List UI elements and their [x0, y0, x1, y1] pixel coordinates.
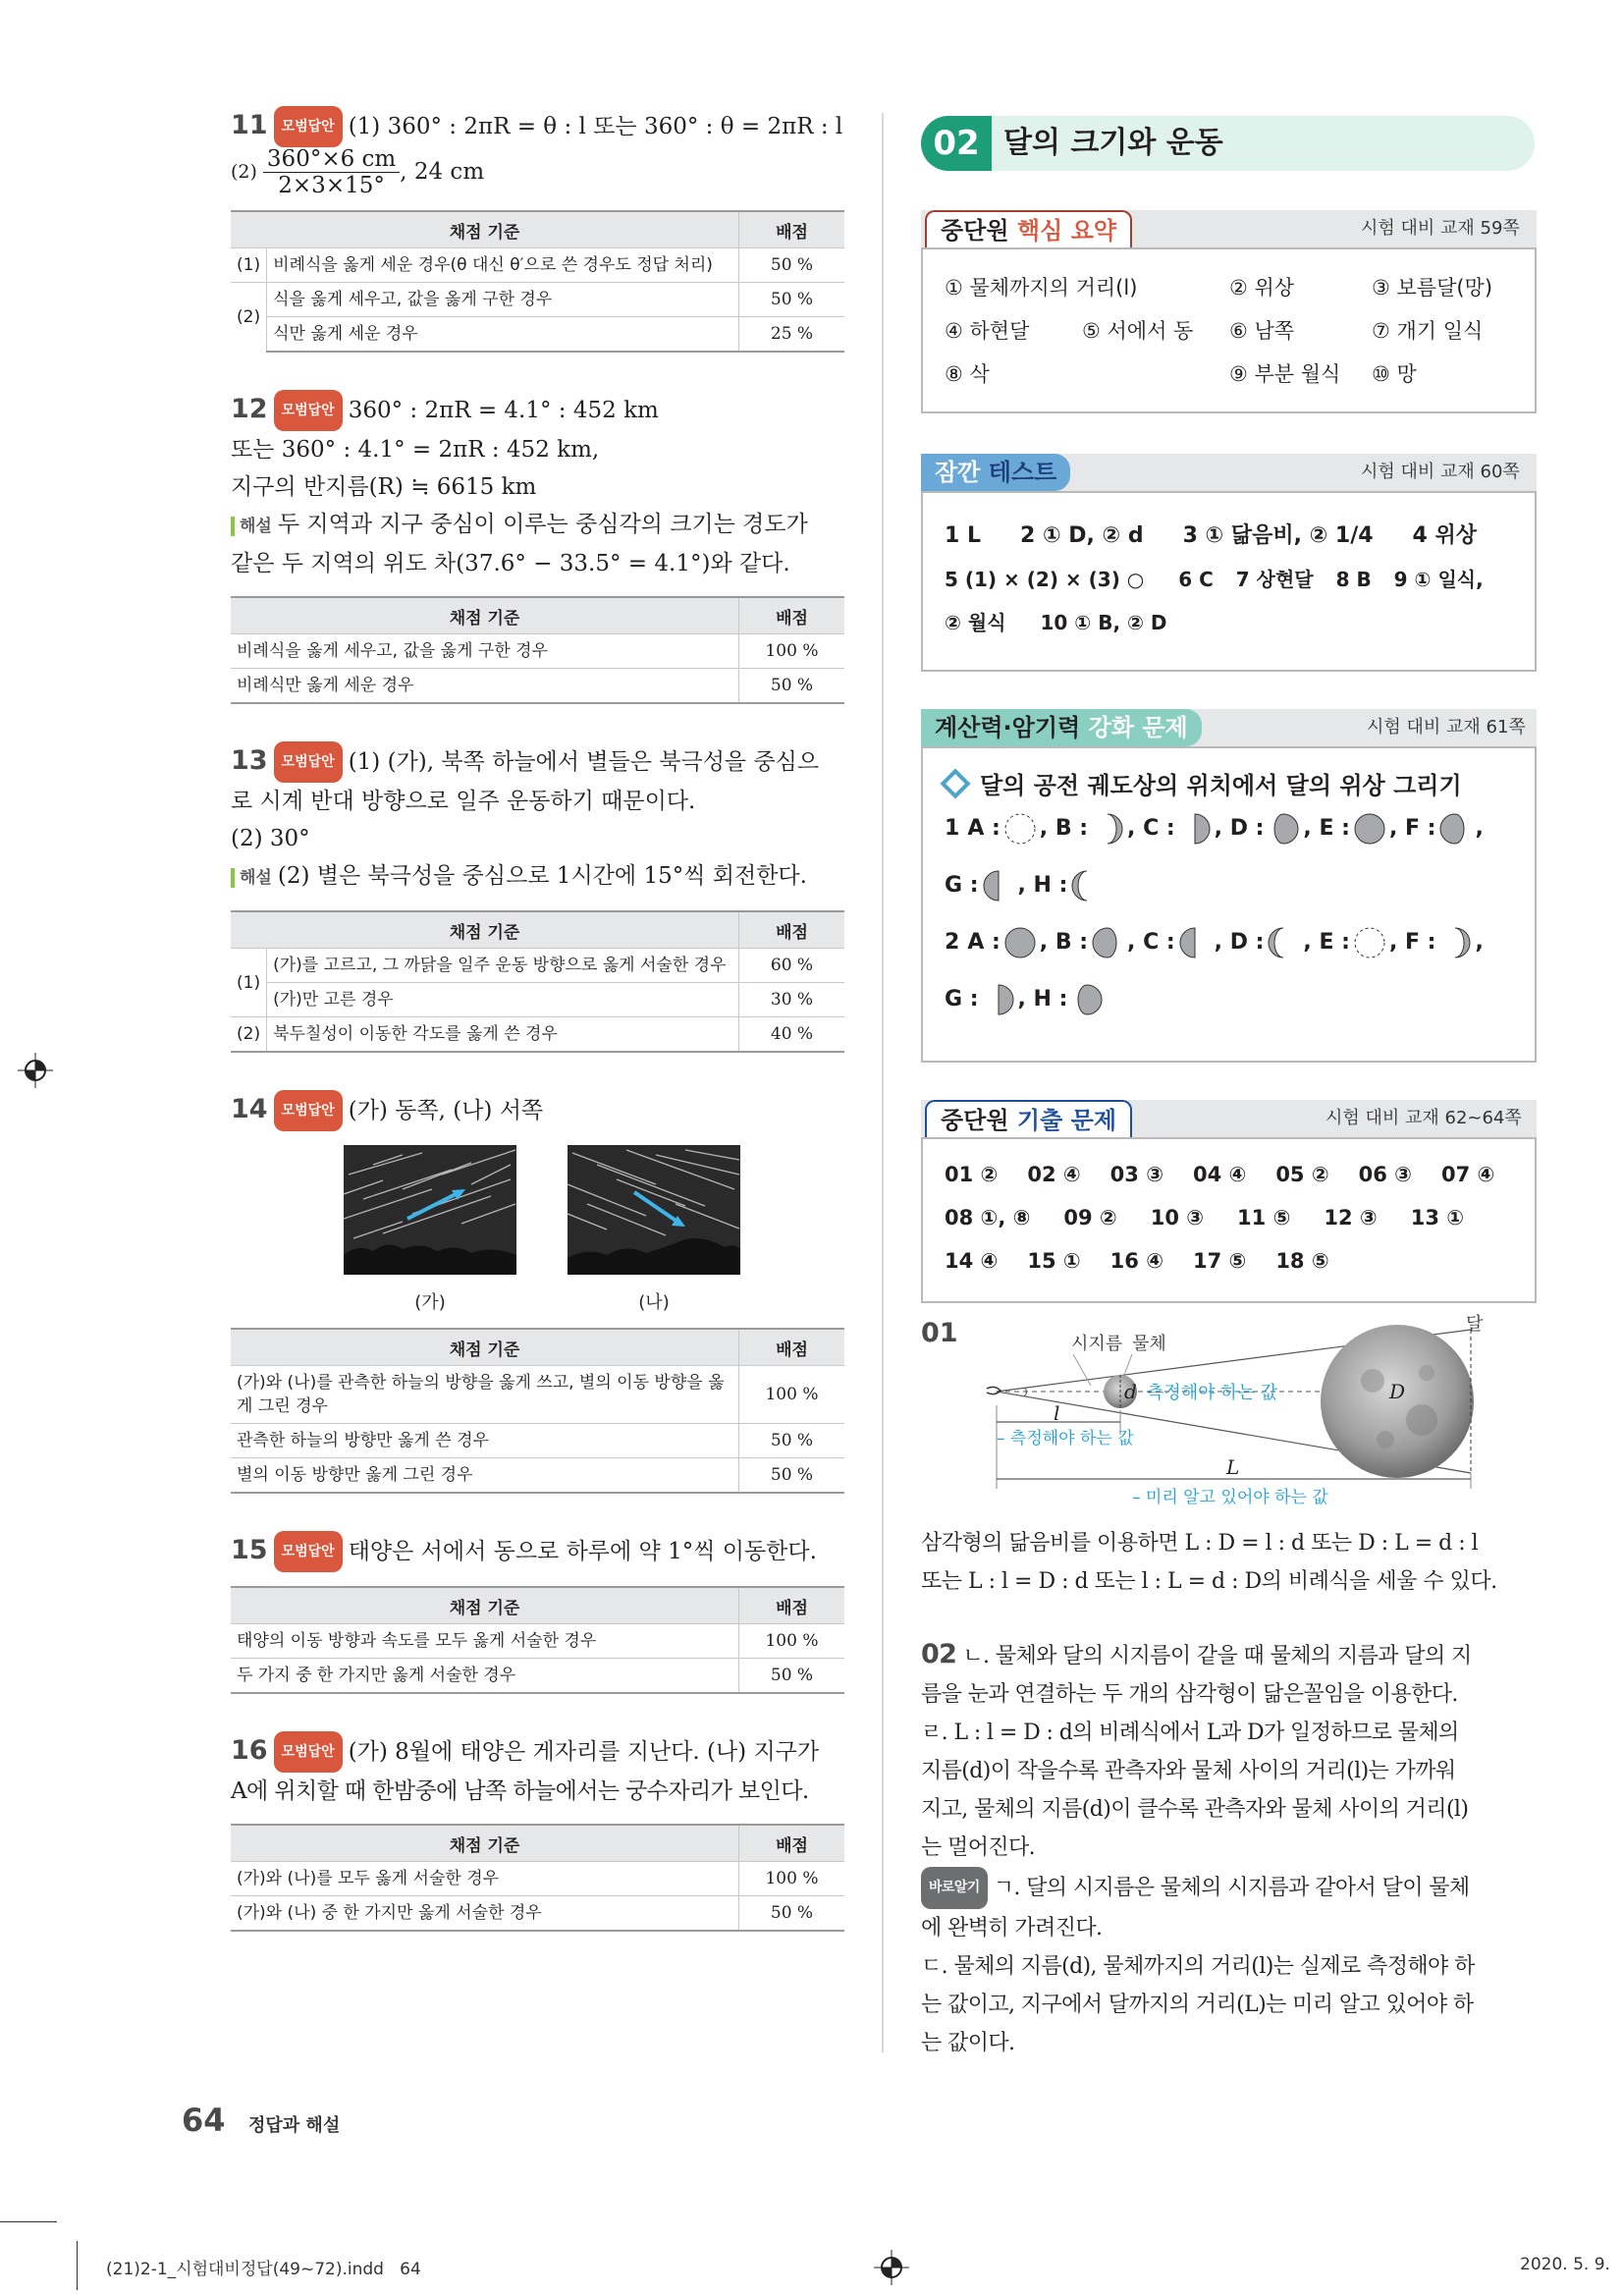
table-header: 채점 기준 — [231, 1587, 739, 1624]
list-item: ⑦ 개기 일식 — [1372, 319, 1484, 343]
answer-item: 14 ④ — [945, 1249, 999, 1273]
answer-item: 05 ② — [1275, 1163, 1329, 1186]
phase-label: , C : — [1127, 816, 1175, 841]
registration-mark-icon — [874, 2250, 909, 2285]
list-item — [945, 312, 1229, 350]
model-answer-badge: 모범답안 — [274, 1090, 343, 1131]
section-number: 02 — [921, 116, 992, 171]
table-cell: 식만 옳게 세운 경우 — [267, 317, 739, 353]
past-exam-tab — [925, 1100, 1132, 1139]
moon-phase-icon — [1438, 812, 1472, 846]
table-cell: 100 % — [739, 634, 845, 669]
moon-phase-icon — [1070, 983, 1104, 1016]
summary-box — [921, 247, 1537, 413]
table-header: 채점 기준 — [231, 1329, 739, 1366]
q02-text: ㄷ. 물체의 지름(d), 물체까지의 거리(l)는 실제로 측정해야 하 — [921, 1954, 1475, 1979]
answer-item: 13 ① — [1410, 1206, 1465, 1230]
explanation-text: (2) 별은 북극성을 중심으로 1시간에 15°씩 회전한다. — [277, 863, 807, 889]
left-column — [231, 106, 844, 1932]
answer-line: (가) 동쪽, (나) 서쪽 — [348, 1098, 544, 1123]
crop-mark — [0, 2221, 57, 2222]
answer-line: 또는 360° : 4.1° = 2πR : 452 km, — [231, 437, 600, 463]
d-label: d — [1124, 1380, 1137, 1403]
table-cell: (가)와 (나)를 모두 옳게 서술한 경우 — [231, 1862, 739, 1896]
phase-label: A : — [967, 930, 1001, 955]
answer-row — [923, 1196, 1535, 1239]
tab-label: 계산력·암기력 — [935, 714, 1081, 741]
answer-item: 08 ①, ⑧ — [945, 1206, 1031, 1230]
answer-item: 18 ⑤ — [1275, 1249, 1329, 1273]
phase-label: , C : — [1127, 930, 1175, 955]
phase-label: , — [1475, 930, 1484, 955]
answer-item: 09 ② — [1063, 1206, 1117, 1230]
table-cell: 식을 옳게 세우고, 값을 옳게 구한 경우 — [267, 283, 739, 317]
answer-item: 15 ① — [1027, 1249, 1081, 1273]
table-cell: (가)를 고르고, 그 까닭을 일주 운동 방향으로 옳게 서술한 경우 — [267, 949, 739, 983]
answer-label: (2) — [231, 161, 257, 183]
table-cell: 50 % — [739, 669, 845, 704]
table-header: 채점 기준 — [231, 211, 739, 248]
star-trail-figures — [344, 1145, 844, 1314]
tab-label-accent: 강화 문제 — [1088, 714, 1188, 741]
answer-item: 8 B — [1335, 568, 1372, 591]
fraction-denominator: 2×3×15° — [278, 172, 385, 198]
page-number: 64 — [182, 2102, 226, 2139]
past-exam-answers — [923, 1139, 1535, 1283]
explanation-label: 해설 — [231, 517, 272, 536]
answer-line: (가) 8월에 태양은 게자리를 지난다. (나) 지구가 — [348, 1739, 820, 1765]
table-cell: 관측한 하늘의 방향만 옳게 쓴 경우 — [231, 1424, 739, 1458]
phase-label: , H : — [1017, 873, 1068, 898]
table-cell: (2) — [231, 1017, 267, 1053]
answer-item: 1 L — [945, 523, 981, 548]
phase-label: , H : — [1017, 987, 1068, 1011]
moon-phase-set-1 — [923, 800, 1535, 914]
table-header: 채점 기준 — [231, 1825, 739, 1862]
question-11 — [231, 106, 844, 353]
answer-row — [923, 601, 1535, 644]
table-cell: 50 % — [739, 283, 845, 317]
phase-label: A : — [967, 816, 1001, 841]
moon-phase-icon — [1178, 812, 1212, 846]
answer-line: (1) (가), 북쪽 하늘에서 별들은 북극성을 중심으 — [348, 749, 820, 775]
answer-row — [923, 1239, 1535, 1283]
table-cell: 별의 이동 방향만 옳게 그린 경우 — [231, 1458, 739, 1494]
diamond-icon — [940, 768, 970, 798]
table-cell: 50 % — [739, 1458, 845, 1494]
tab-label: 중단원 — [941, 217, 1009, 245]
answer-item: 01 ② — [945, 1163, 999, 1186]
answer-line: A에 위치할 때 한밤중에 남쪽 하늘에서는 궁수자리가 보인다. — [231, 1778, 809, 1804]
answer-item: 2 ① D, ② d — [1020, 523, 1144, 548]
figure-caption: (나) — [638, 1292, 670, 1313]
quick-test-tab — [921, 454, 1070, 491]
q02-text: 지고, 물체의 지름(d)이 클수록 관측자와 물체 사이의 거리(l) — [921, 1797, 1469, 1822]
moon-phase-icon — [1178, 926, 1212, 959]
correction-badge: 바로알기 — [921, 1867, 988, 1909]
question-13 — [231, 741, 844, 1053]
question-number: 13 — [231, 745, 268, 776]
moon-phase-icon — [1353, 926, 1386, 959]
model-answer-badge: 모범답안 — [274, 390, 343, 431]
answer-row — [923, 515, 1535, 558]
answer-item: 04 ④ — [1192, 1163, 1247, 1186]
answer-item: 03 ③ — [1109, 1163, 1163, 1186]
fraction — [263, 146, 400, 198]
reference-page: 시험 대비 교재 62~64쪽 — [1325, 1108, 1522, 1128]
question-number: 15 — [231, 1535, 268, 1565]
q02-text: 는 값이다. — [921, 2031, 1015, 2055]
tab-label-accent: 테스트 — [988, 459, 1057, 486]
table-cell: 50 % — [739, 1896, 845, 1932]
set-number: 1 — [945, 816, 960, 841]
table-header: 배점 — [739, 911, 845, 949]
page-footer-label: 정답과 해설 — [248, 2115, 341, 2136]
figure-a — [344, 1145, 516, 1314]
answer-item: 16 ④ — [1109, 1249, 1163, 1273]
explanation-text: 두 지역과 지구 중심이 이루는 중심각의 크기는 경도가 — [277, 512, 808, 537]
phase-label: , B : — [1039, 816, 1089, 841]
table-cell: 북두칠성이 이동한 각도를 옳게 쓴 경우 — [267, 1017, 739, 1053]
answer-item: 5 (1) × (2) × (3) ○ — [945, 568, 1145, 591]
table-cell: (1) — [231, 248, 267, 283]
calc-title: 달의 공전 궤도상의 위치에서 달의 위상 그리기 — [980, 772, 1462, 799]
L-label: L — [1226, 1455, 1240, 1479]
section-title: 달의 크기와 운동 — [1003, 126, 1223, 160]
moon-phase-icon — [1070, 869, 1104, 902]
question-number: 12 — [231, 394, 268, 424]
moon-phase-icon — [982, 869, 1015, 902]
answer-line: 로 시계 반대 방향으로 일주 운동하기 때문이다. — [231, 789, 696, 814]
list-item: ② 위상 — [1229, 276, 1295, 300]
table-cell: 40 % — [739, 1017, 845, 1053]
question-number: 16 — [231, 1735, 268, 1766]
scoring-table — [231, 1328, 844, 1494]
tab-label-accent: 핵심 요약 — [1016, 217, 1117, 245]
answer-line: 360° : 2πR = 4.1° : 452 km — [348, 398, 659, 423]
q02-text: ㄱ. 달의 시지름은 물체의 시지름과 같아서 달이 물체 — [993, 1876, 1470, 1900]
list-item-text: ④ 하현달 — [945, 319, 1030, 343]
table-header: 배점 — [739, 1587, 845, 1624]
table-header: 배점 — [739, 597, 845, 634]
answer-item: 10 ③ — [1150, 1206, 1205, 1230]
q01-text-1: 삼각형의 닮음비를 이용하면 L : D = l : d 또는 D : L = d : l — [921, 1531, 1479, 1556]
moon-phase-icon — [1091, 926, 1124, 959]
q02-text: 는 멀어진다. — [921, 1835, 1036, 1860]
q02-text: 름을 눈과 연결하는 두 개의 삼각형이 닮은꼴임을 이용한다. — [921, 1682, 1458, 1707]
q01-text-2: 또는 L : l = D : d 또는 l : L = d : D의 비례식을 세울 수 있다. — [921, 1569, 1497, 1594]
list-item: ⑥ 남쪽 — [1229, 319, 1295, 343]
answer-item: 7 상현달 — [1235, 568, 1314, 591]
table-cell: 50 % — [739, 248, 845, 283]
moon-phase-icon — [982, 983, 1015, 1016]
question-number: 14 — [231, 1094, 268, 1124]
list-item-text: ⑤ 서에서 동 — [1082, 319, 1194, 343]
moon-phase-icon — [1353, 812, 1386, 846]
summary-tab — [925, 210, 1132, 249]
model-answer-badge: 모범답안 — [274, 106, 343, 147]
table-cell: 100 % — [739, 1862, 845, 1896]
visual-angle-diagram — [975, 1312, 1544, 1518]
answer-item: 07 ④ — [1440, 1163, 1495, 1186]
crop-mark — [77, 2241, 78, 2290]
answer-item: 6 C — [1178, 568, 1214, 591]
list-item: ⑩ 망 — [1372, 362, 1417, 386]
measure-d-label: 측정해야 하는 값 — [1147, 1383, 1278, 1403]
model-answer-badge: 모범답안 — [274, 741, 343, 783]
table-cell: (1) — [231, 949, 267, 1017]
l-label: l — [1054, 1401, 1060, 1425]
quick-test-box — [921, 491, 1537, 672]
phase-label: , — [1475, 816, 1484, 841]
visual-angle-label: 시지름 — [1071, 1334, 1123, 1354]
q02-text: 지름(d)이 작을수록 관측자와 물체 사이의 거리(l)는 가까워 — [921, 1759, 1456, 1783]
file-info: (21)2-1_시험대비정답(49~72).indd 64 — [106, 2260, 421, 2279]
scoring-table — [231, 910, 844, 1053]
answer-item: 11 ⑤ — [1237, 1206, 1291, 1230]
registration-mark-icon — [18, 1053, 53, 1088]
star-trail-photo-west — [568, 1145, 740, 1275]
answer-item: ② 월식 — [945, 611, 1006, 634]
answer-item: 12 ③ — [1324, 1206, 1378, 1230]
answer-item: 02 ④ — [1027, 1163, 1081, 1186]
answer-line: 태양은 서에서 동으로 하루에 약 1°씩 이동한다. — [348, 1539, 817, 1564]
answer-row — [923, 1153, 1535, 1196]
tab-label: 중단원 — [941, 1107, 1009, 1134]
answer-item: 10 ① B, ② D — [1040, 611, 1167, 634]
moon-label: 달 — [1466, 1314, 1484, 1335]
table-header: 배점 — [739, 1329, 845, 1366]
model-answer-badge: 모범답안 — [274, 1531, 343, 1572]
scoring-table — [231, 1586, 844, 1694]
figure-b — [568, 1145, 740, 1314]
table-cell: 30 % — [739, 983, 845, 1017]
table-header: 채점 기준 — [231, 911, 739, 949]
question-15 — [231, 1531, 844, 1694]
table-cell: 비례식을 옳게 세운 경우(θ 대신 θ′으로 쓴 경우도 정답 처리) — [267, 248, 739, 283]
answer-line: (2) 30° — [231, 826, 310, 851]
answer-row — [923, 558, 1535, 601]
answer-line: 지구의 반지름(R) ≒ 6615 km — [231, 474, 537, 500]
phase-label: G : — [945, 873, 979, 898]
q02-text: 에 완벽히 가려진다. — [921, 1916, 1103, 1941]
table-cell: 100 % — [739, 1366, 845, 1424]
phase-label: , E : — [1303, 930, 1350, 955]
model-answer-badge: 모범답안 — [274, 1731, 343, 1773]
tab-label: 잠깐 — [935, 459, 981, 486]
table-cell: 두 가지 중 한 가지만 옳게 서술한 경우 — [231, 1659, 739, 1694]
question-number: 01 — [921, 1318, 958, 1348]
phase-label: , D : — [1214, 816, 1265, 841]
answer-item: 06 ③ — [1358, 1163, 1412, 1186]
phase-label: , F : — [1388, 816, 1436, 841]
table-cell: 태양의 이동 방향과 속도를 모두 옳게 서술한 경우 — [231, 1624, 739, 1659]
summary-list — [923, 249, 1535, 393]
past-exam-box — [921, 1137, 1537, 1303]
phase-label: G : — [945, 987, 979, 1011]
reference-page: 시험 대비 교재 61쪽 — [1367, 717, 1526, 738]
list-item: ⑨ 부분 월식 — [1229, 362, 1341, 386]
answer-value: , 24 cm — [400, 159, 485, 185]
answer-item: 3 ① 닮음비, ② 1/4 — [1182, 523, 1374, 548]
question-number: 11 — [231, 110, 268, 140]
calc-title-row — [923, 748, 1535, 800]
calc-tab — [921, 709, 1202, 746]
reference-page: 시험 대비 교재 60쪽 — [1361, 462, 1520, 482]
q02-text: ㄹ. L : l = D : d의 비례식에서 L과 D가 일정하므로 물체의 — [921, 1721, 1459, 1745]
table-header: 배점 — [739, 1825, 845, 1862]
explanation-label: 해설 — [231, 868, 272, 888]
question-02 — [921, 1635, 1535, 2062]
moon-phase-icon — [1267, 812, 1300, 846]
phase-label: , D : — [1214, 930, 1265, 955]
answer-item: 4 위상 — [1412, 523, 1478, 548]
list-item: ⑧ 삭 — [945, 362, 990, 386]
table-cell: (2) — [231, 283, 267, 353]
tab-label-accent: 기출 문제 — [1016, 1107, 1117, 1134]
question-16 — [231, 1731, 844, 1932]
print-date: 2020. 5. 9. — [1520, 2255, 1610, 2274]
known-L-label: – 미리 알고 있어야 하는 값 — [1132, 1488, 1328, 1507]
list-item: ① 물체까지의 거리(l) — [945, 276, 1138, 300]
moon-phase-icon — [1267, 926, 1300, 959]
table-cell: (가)와 (나) 중 한 가지만 옳게 서술한 경우 — [231, 1896, 739, 1932]
moon-phase-icon — [1003, 812, 1037, 846]
phase-label: , F : — [1388, 930, 1436, 955]
moon-phase-icon — [1091, 812, 1124, 846]
table-cell: 25 % — [739, 317, 845, 353]
table-cell: (가)와 (나)를 관측한 하늘의 방향을 옳게 쓰고, 별의 이동 방향을 옳게 그린 경우 — [231, 1366, 739, 1424]
answer-item: 9 ① 일식, — [1393, 568, 1484, 591]
set-number: 2 — [945, 930, 960, 955]
moon-phase-set-2 — [923, 914, 1535, 1028]
explanation-text: 같은 두 지역의 위도 차(37.6° − 33.5° = 4.1°)와 같다. — [231, 551, 790, 576]
table-cell: 비례식만 옳게 세운 경우 — [231, 669, 739, 704]
list-item: ③ 보름달(망) — [1372, 276, 1493, 300]
question-number: 02 — [921, 1639, 957, 1669]
table-cell: (가)만 고른 경우 — [267, 983, 739, 1017]
table-cell: 50 % — [739, 1424, 845, 1458]
answer-line: (1) 360° : 2πR = θ : l 또는 360° : θ = 2πR : l — [348, 114, 843, 139]
table-cell: 60 % — [739, 949, 845, 983]
object-label: 물체 — [1132, 1334, 1166, 1354]
phase-label: , E : — [1303, 816, 1350, 841]
phase-label: , B : — [1039, 930, 1089, 955]
fraction-numerator: 360°×6 cm — [263, 146, 400, 173]
scoring-table — [231, 210, 844, 353]
table-header: 채점 기준 — [231, 597, 739, 634]
question-12 — [231, 390, 844, 704]
question-14 — [231, 1090, 844, 1494]
reference-page: 시험 대비 교재 59쪽 — [1361, 218, 1520, 239]
table-cell: 50 % — [739, 1659, 845, 1694]
star-trail-photo-east — [344, 1145, 516, 1275]
D-label: D — [1389, 1380, 1406, 1403]
scoring-table — [231, 596, 844, 704]
table-cell: 100 % — [739, 1624, 845, 1659]
moon-phase-icon — [1438, 926, 1472, 959]
figure-caption: (가) — [414, 1292, 446, 1313]
moon-phase-icon — [1003, 926, 1037, 959]
q02-text: 는 값이고, 지구에서 달까지의 거리(L)는 미리 알고 있어야 하 — [921, 1993, 1474, 2017]
table-cell: 비례식을 옳게 세우고, 값을 옳게 구한 경우 — [231, 634, 739, 669]
measure-l-label: – 측정해야 하는 값 — [997, 1429, 1134, 1449]
answer-item: 17 ⑤ — [1192, 1249, 1247, 1273]
q02-text: ㄴ. 물체와 달의 시지름이 같을 때 물체의 지름과 달의 지 — [962, 1644, 1472, 1668]
table-header: 배점 — [739, 211, 845, 248]
calc-box — [921, 746, 1537, 1063]
column-divider — [882, 113, 884, 2052]
scoring-table — [231, 1824, 844, 1932]
